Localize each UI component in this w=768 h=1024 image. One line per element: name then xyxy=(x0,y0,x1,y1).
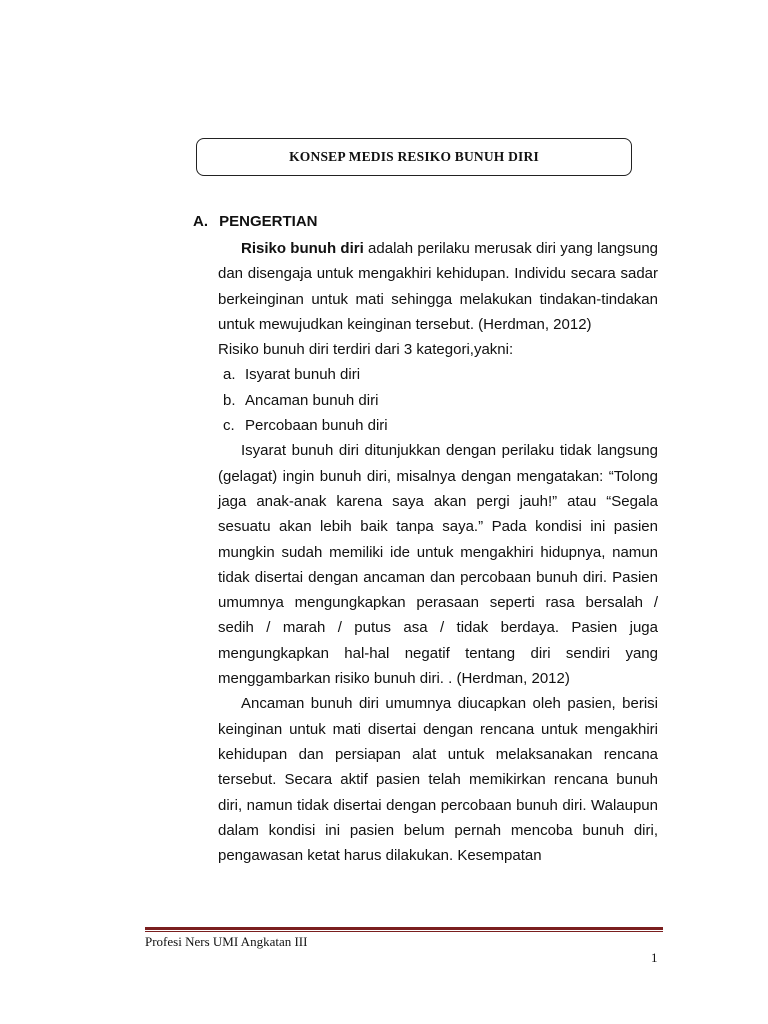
section-heading-text: PENGERTIAN xyxy=(219,213,318,230)
list-item-text: Ancaman bunuh diri xyxy=(245,391,379,409)
section-letter: A. xyxy=(193,213,208,230)
list-item xyxy=(218,388,658,413)
definition-text: adalah perilaku merusak diri yang langsung dan disengaja untuk mengakhiri kehidupan. Individu secara sadar berkeinginan untuk mati sehingga melakukan tindakan-tindakan untuk mewujudkan keinginan tersebut. (Herdman, 2012) xyxy=(218,240,658,333)
list-item-text: Isyarat bunuh diri xyxy=(245,366,361,384)
category-list xyxy=(218,362,658,438)
footer-rule-thin xyxy=(145,931,663,932)
body-text xyxy=(218,236,658,868)
defined-term: Risiko bunuh diri xyxy=(241,240,364,257)
footer-text: Profesi Ners UMI Angkatan III xyxy=(145,934,308,949)
footer-rule-thick xyxy=(145,927,663,930)
ancaman-paragraph: Ancaman bunuh diri umumnya diucapkan oleh pasien, berisi keinginan untuk mati disertai dengan rencana untuk mengakhiri kehidupan dan persiapan alat untuk melaksanakan rencana tersebut. Secara aktif pasien telah memikirkan rencana bunuh diri, namun tidak disertai dengan percobaan bunuh diri. Walaupun dalam kondisi ini pasien belum pernah mencoba bunuh diri, pengawasan ketat harus dilakukan. Kesempatan xyxy=(218,695,658,865)
page-number: 1 xyxy=(651,950,658,965)
definition-paragraph xyxy=(218,236,658,337)
isyarat-paragraph: Isyarat bunuh diri ditunjukkan dengan perilaku tidak langsung (gelagat) ingin bunuh diri, misalnya dengan mengatakan: “Tolong jaga anak-anak karena saya akan pergi jauh!” atau “Segala sesuatu akan lebih baik tanpa saya.” Pada kondisi ini pasien mungkin sudah memiliki ide untuk mengakhiri hidupnya, namun tidak disertai dengan ancaman dan percobaan bunuh diri. Pasien umumnya mengungkapkan perasaan seperti rasa bersalah / sedih / marah / putus asa / tidak berdaya. Pasien juga mengungkapkan hal-hal negatif tentang diri sendiri yang menggambarkan risiko bunuh diri. . (Herdman, 2012) xyxy=(218,442,658,688)
categories-intro: Risiko bunuh diri terdiri dari 3 kategori,yakni: xyxy=(218,341,514,359)
title-box xyxy=(196,138,632,176)
list-item xyxy=(218,362,658,387)
list-marker: c. xyxy=(223,417,235,435)
list-marker: a. xyxy=(223,366,236,384)
list-item xyxy=(218,413,658,438)
section-heading xyxy=(193,213,318,230)
list-item-text: Percobaan bunuh diri xyxy=(245,417,388,435)
document-title: KONSEP MEDIS RESIKO BUNUH DIRI xyxy=(289,149,539,164)
list-marker: b. xyxy=(223,391,236,409)
